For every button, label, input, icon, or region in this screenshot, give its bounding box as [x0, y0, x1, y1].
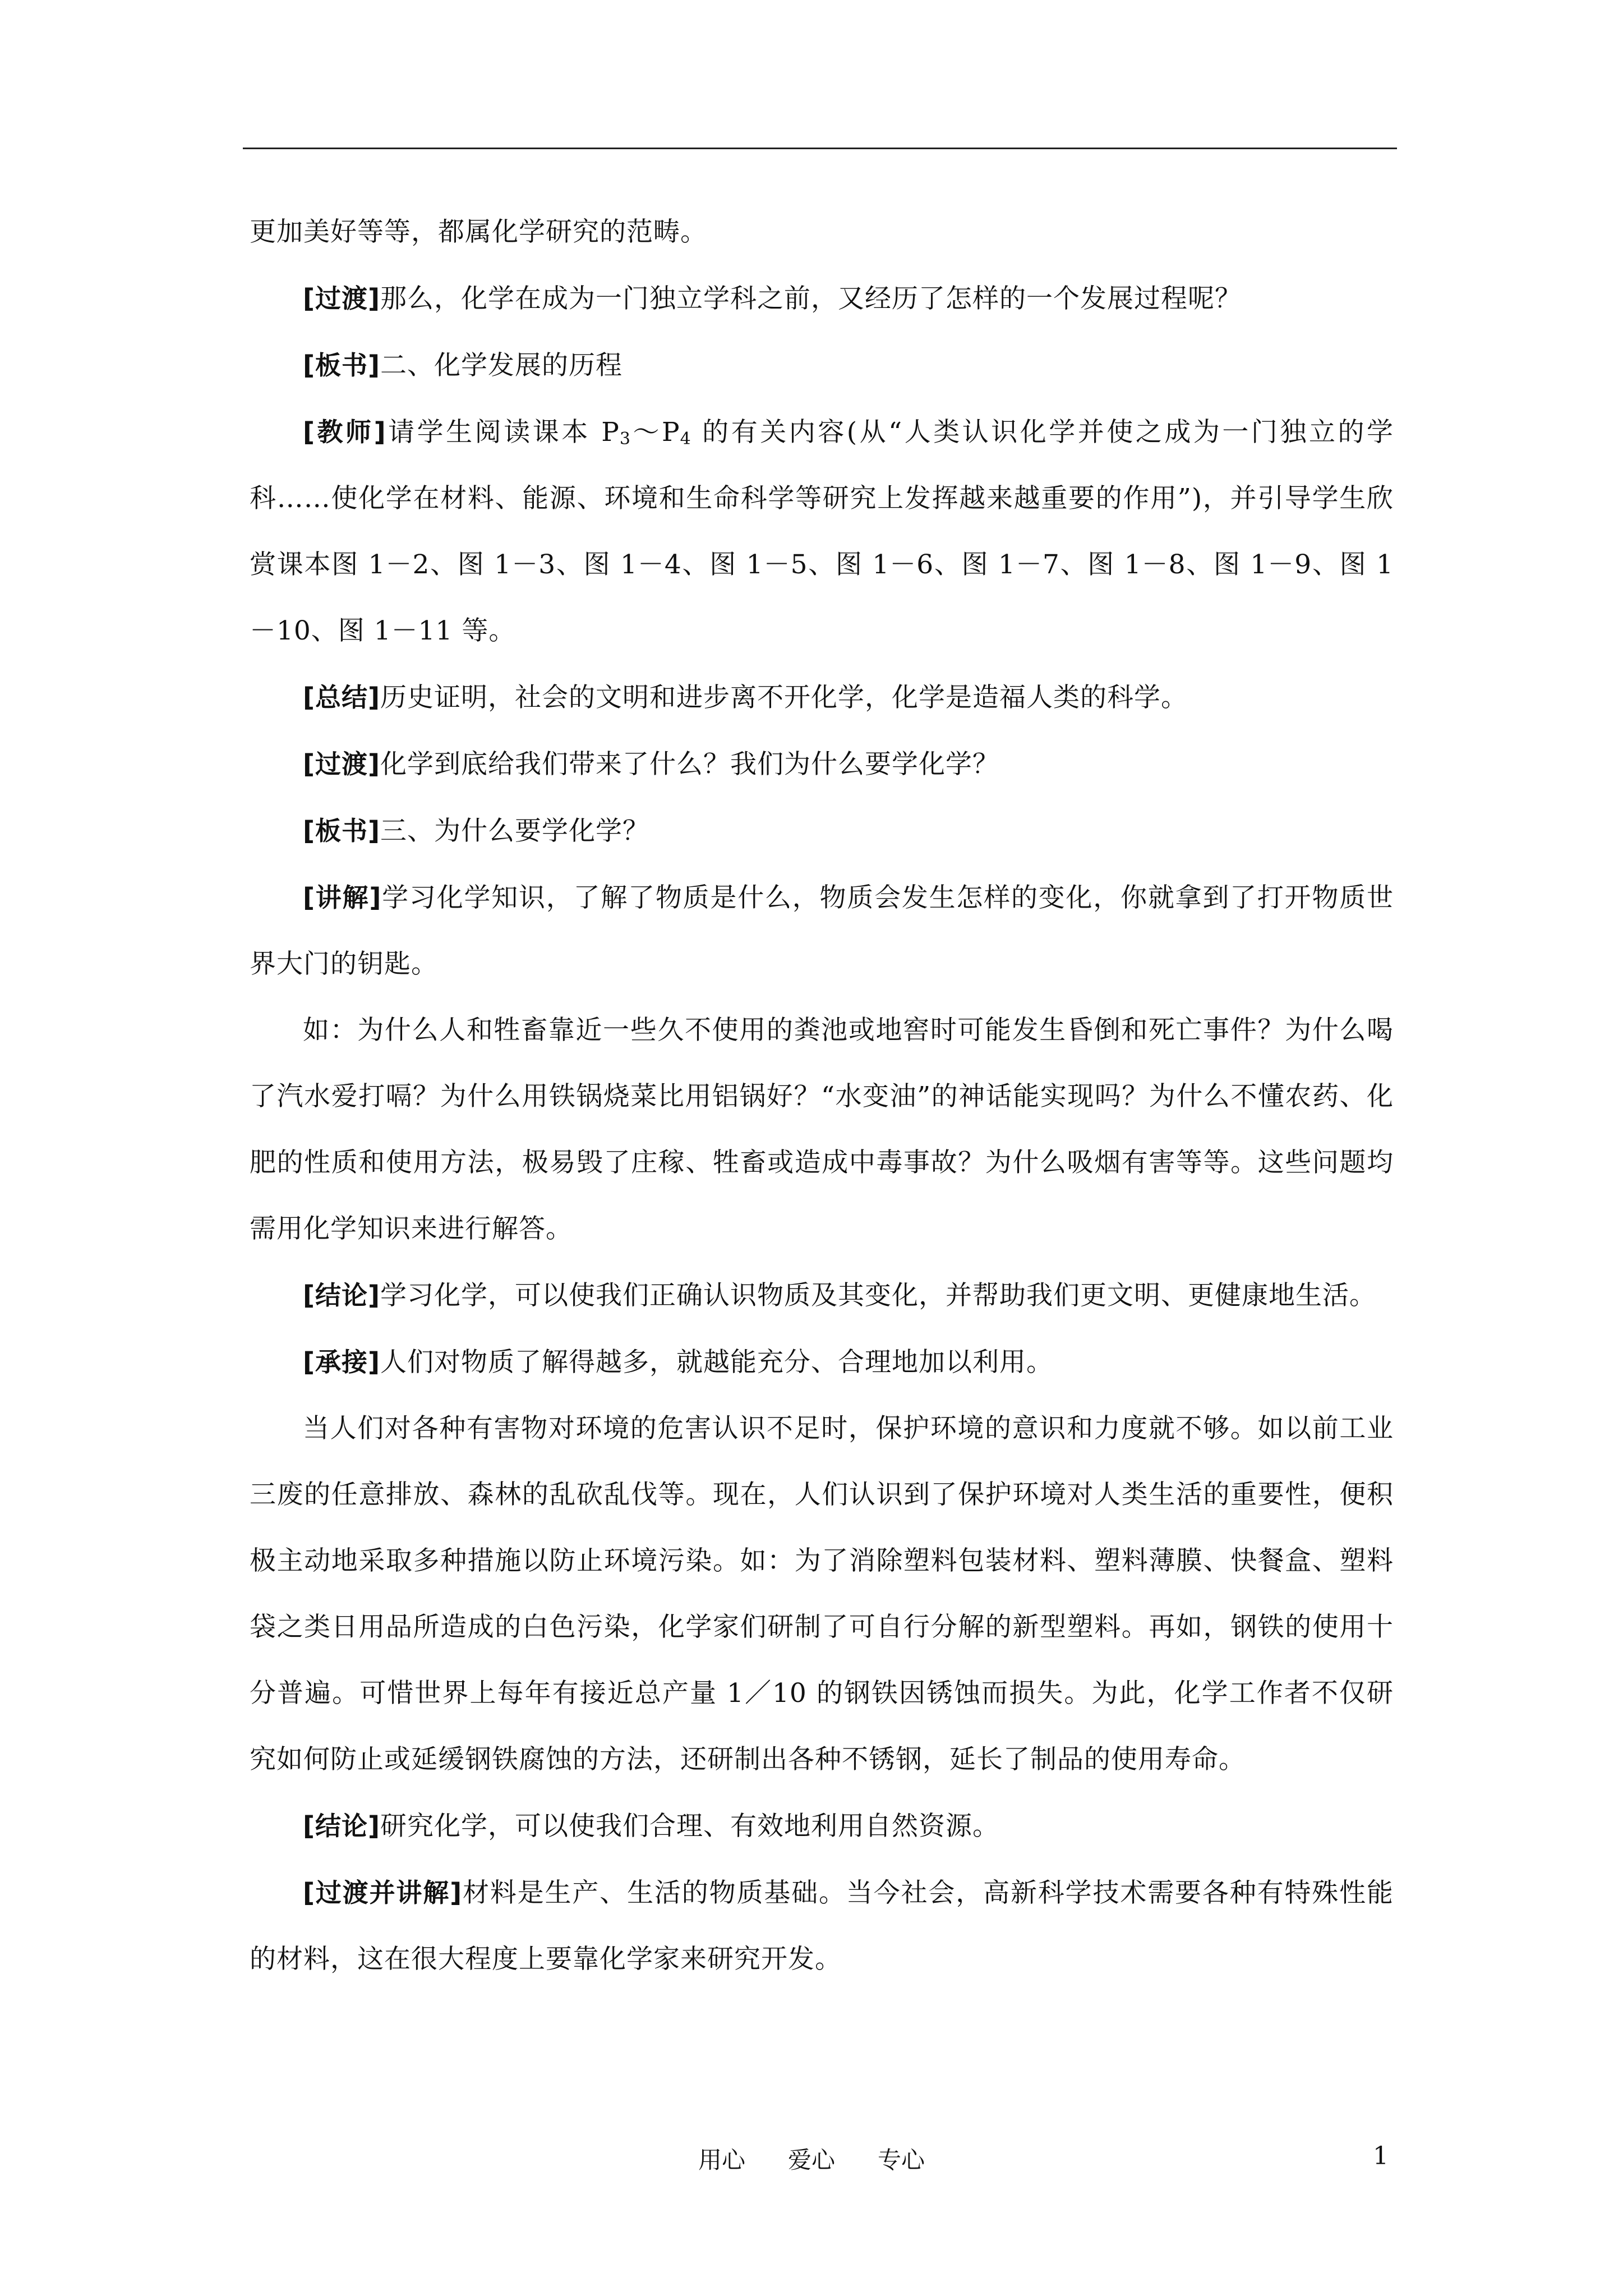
paragraph-teacher: [教师]请学生阅读课本 $P_3\sim P_4$ 的有关内容(从“人类认识化学并使之成为一门独立的学科……使化学在材料、能源、环境和生命科学等研究上发挥越来越重要的作用”)，并引导学生欣赏课本图 1－2、图 1－3、图 1－4、图 1－5、图 1－6、图 1－7、图 1－8、图 1－9、图 1－10、图 1－11 等。 [250, 417, 1394, 646]
paragraph-9: 如：为什么人和牲畜靠近一些久不使用的粪池或地窖时可能发生昏倒和死亡事件？为什么喝了汽水爱打嗝？为什么用铁锅烧菜比用铝锅好？“水变油”的神话能实现吗？为什么不懂农药、化肥的性质和使用方法，极易毁了庄稼、牲畜或造成中毒事故？为什么吸烟有害等等。这些问题均需用化学知识来进行解答。 [250, 1015, 1394, 1244]
paragraph-tag: [结论] [303, 1280, 381, 1310]
header-rule [243, 148, 1397, 149]
paragraph-14: [过渡并讲解]材料是生产、生活的物质基础。当今社会，高新科学技术需要各种有特殊性能的材料，这在很大程度上要靠化学家来研究开发。 [250, 1878, 1394, 1975]
paragraph-6: [过渡]化学到底给我们带来了什么？我们为什么要学化学？ [303, 749, 1000, 780]
paragraph-11: [承接]人们对物质了解得越多，就越能充分、合理地加以利用。 [303, 1347, 1054, 1378]
paragraph-13: [结论]研究化学，可以使我们合理、有效地利用自然资源。 [303, 1811, 1000, 1842]
paragraph-10: [结论]学习化学，可以使我们正确认识物质及其变化，并帮助我们更文明、更健康地生活。 [303, 1280, 1377, 1311]
subscript-3: 3 [619, 429, 631, 449]
paragraph-3: [板书]二、化学发展的历程 [303, 350, 623, 381]
paragraph-5: [总结]历史证明，社会的文明和进步离不开化学，化学是造福人类的科学。 [303, 682, 1188, 713]
paragraph-tag: [讲解] [303, 882, 382, 913]
paragraph-8: [讲解]学习化学知识，了解了物质是什么，物质会发生怎样的变化，你就拿到了打开物质世界大门的钥匙。 [250, 882, 1394, 979]
paragraph-12: 当人们对各种有害物对环境的危害认识不足时，保护环境的意识和力度就不够。如以前工业三废的任意排放、森林的乱砍乱伐等。现在，人们认识到了保护环境对人类生活的重要性，便积极主动地采取多种措施以防止环境污染。如：为了消除塑料包装材料、塑料薄膜、快餐盒、塑料袋之类日用品所造成的白色污染，化学家们研制了可自行分解的新型塑料。再如，钢铁的使用十分普遍。可惜世界上每年有接近总产量 1／10 的钢铁因锈蚀而损失。为此，化学工作者不仅研究如何防止或延缓钢铁腐蚀的方法，还研制出各种不锈钢，延长了制品的使用寿命。 [250, 1413, 1394, 1775]
paragraph-tag: [板书] [303, 816, 381, 846]
paragraph-1: 更加美好等等，都属化学研究的范畴。 [250, 217, 707, 247]
paragraph-tag: [过渡] [303, 283, 381, 314]
footer-motto: 爱心 [787, 2146, 835, 2174]
page-number: 1 [1373, 2142, 1389, 2170]
paragraph-tag: [板书] [303, 350, 381, 380]
paragraph-tag: [过渡] [303, 749, 381, 779]
footer-motto: 专心 [878, 2146, 925, 2174]
footer-motto: 用心 [698, 2146, 745, 2174]
subscript-4: 4 [680, 429, 691, 449]
paragraph-2: [过渡]那么，化学在成为一门独立学科之前，又经历了怎样的一个发展过程呢？ [303, 283, 1242, 314]
page-body [250, 199, 1394, 1993]
paragraph-tag: [结论] [303, 1811, 381, 1841]
paragraph-7: [板书]三、为什么要学化学？ [303, 816, 650, 846]
paragraph-tag: [承接] [303, 1347, 381, 1377]
paragraph-tag: [过渡并讲解] [303, 1878, 463, 1908]
paragraph-tag: [总结] [303, 682, 381, 712]
paragraph-tag: [教师] [303, 417, 386, 447]
